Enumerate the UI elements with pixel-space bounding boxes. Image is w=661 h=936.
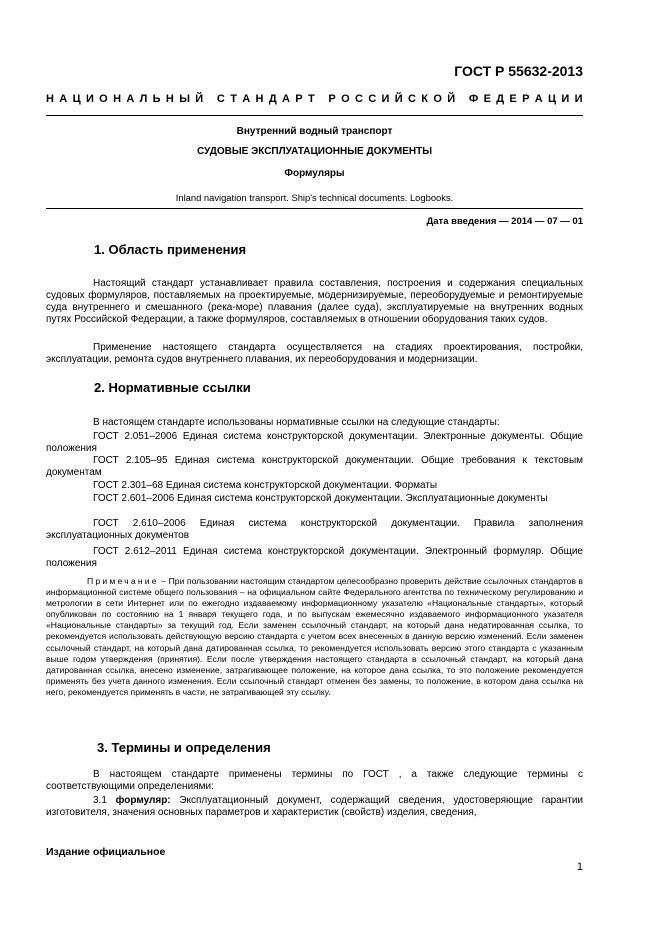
banner-letter: К xyxy=(421,93,428,105)
banner-letter: С xyxy=(354,93,363,105)
banner-letter: Ы xyxy=(179,93,190,105)
term-name: формуляр: xyxy=(115,795,171,806)
section-1-paragraph-2: Применение настоящего стандарта осуществляется на стадиях проектирования, постройки, эксплуатации, ремонта судов внутреннего плавания, их переоборудования и модернизации. xyxy=(46,342,583,365)
banner-letter: И xyxy=(85,93,94,105)
banner-letter: Н xyxy=(255,93,264,105)
section-3-heading: 3. Термины и определения xyxy=(97,740,271,755)
banner-letter: А xyxy=(534,93,543,105)
national-standard-banner xyxy=(46,93,583,105)
references-note xyxy=(46,576,583,698)
banner-letter: С xyxy=(408,93,416,105)
section-1-paragraph-1: Настоящий стандарт устанавливает правила составления, построения и содержания специальных судовых формуляров, поставляемых на проектируемые, модернизируемые, переоборудуемые и ремонтируемые суда внутреннего и смешанного (река-море) плавания (далее суда), эксплуатируемые на внутренних водных путях Российской Федерации, а также формуляров, составляемых в отношении оборудования таких судов. xyxy=(46,278,583,325)
banner-space xyxy=(460,93,463,105)
reference-item: ГОСТ 2.612–2011 Единая система конструкторской документации. Электронный формуляр. Общие положения xyxy=(46,546,583,569)
banner-letter: Т xyxy=(230,93,237,105)
term-definition xyxy=(46,795,583,819)
banner-letter: И xyxy=(561,93,570,105)
banner-letter: Ц xyxy=(72,93,81,105)
banner-letter: Н xyxy=(46,93,54,105)
title-english: Inland navigation transport. Ship's technical documents. Logbooks. xyxy=(175,192,454,203)
banner-letter: А xyxy=(282,93,290,105)
date-introduced: Дата введения — 2014 — 07 — 01 xyxy=(426,216,583,227)
banner-letter: О xyxy=(433,93,442,105)
section-2-intro: В настоящем стандарте использованы нормативные ссылки на следующие стандарты: xyxy=(93,417,500,428)
banner-letter: Ц xyxy=(548,93,557,105)
banner-letter: А xyxy=(59,93,68,105)
banner-letter: Н xyxy=(165,93,174,105)
banner-letter: О xyxy=(341,93,350,105)
note-text: – При пользовании настоящим стандартом целесообразно проверить действие ссылочных стандартов в информационной системе общего пользования – на официальном сайте Федерального агентства по техническому регулированию и метрологии в сети Интернет или по ежегодно издаваемому информационному указателю «Национальные стандарты», который опубликован по состоянию на 1 января текущего года, и по выпускам ежемесячно издаваемого информационного указателя «Национальные стандарты» за текущий год. Если заменен ссылочный стандарт, на который дана недатированная ссылка, то рекомендуется использовать действующую версию стандарта с учетом всех внесенных в данную версию изменений. Если заменен ссылочный стандарт, на который дана датированная ссылка, то рекомендуется использовать версию этого стандарта с указанным выше годом утверждения (принятия). Если после утверждения настоящего стандарта в ссылочный стандарт, на который дана датированная ссылка, внесено изменение, затрагивающее положение, на которое дана ссылка, то это положение рекомендуется применять без учета данного изменения. Если ссылочный стандарт отменен без замены, то положение, в котором дана ссылка на него, рекомендуется применять в части, не затрагивающей эту ссылку. xyxy=(46,576,583,697)
note-label: Примечание xyxy=(87,576,159,586)
header-rule xyxy=(46,115,583,116)
banner-letter: Р xyxy=(522,93,530,105)
banner-letter: И xyxy=(574,93,583,105)
reference-item: ГОСТ 2.601–2006 Единая система конструкторской документации. Эксплуатационные документы xyxy=(93,493,548,504)
term-number: 3.1 xyxy=(93,795,116,806)
banner-letter: Д xyxy=(496,93,505,105)
title-rule xyxy=(46,208,583,209)
banner-letter: Н xyxy=(113,93,122,105)
banner-letter: Й xyxy=(447,93,456,105)
document-code: ГОСТ Р 55632-2013 xyxy=(454,63,583,79)
banner-letter: Ф xyxy=(468,93,479,105)
reference-item: ГОСТ 2.105–95 Единая система конструкторской документации. Общие требования к текстовым документам xyxy=(46,455,583,478)
banner-letter: Р xyxy=(328,93,336,105)
reference-item: ГОСТ 2.610–2006 Единая система конструкторской документации. Правила заполнения эксплуатационных документов xyxy=(46,518,583,541)
banner-letter: О xyxy=(99,93,108,105)
banner-letter: Р xyxy=(295,93,303,105)
banner-letter: А xyxy=(126,93,135,105)
banner-letter: Т xyxy=(307,93,315,105)
reference-item: ГОСТ 2.051–2006 Единая система конструкторской документации. Электронные документы. Общие положения xyxy=(46,431,583,454)
banner-letter: С xyxy=(368,93,377,105)
page-number: 1 xyxy=(576,861,583,873)
title-sub: Формуляры xyxy=(284,168,345,179)
banner-space xyxy=(320,93,323,105)
banner-letter: Й xyxy=(394,93,403,105)
title-main: СУДОВЫЕ ЭКСПЛУАТАЦИОННЫЕ ДОКУМЕНТЫ xyxy=(196,146,433,157)
banner-letter: Е xyxy=(509,93,517,105)
term-definition-text: Эксплуатационный документ, содержащий сведения, удостоверяющие гарантии изготовителя, значения основных параметров и характеристик (свойств) изделия, сведения, xyxy=(46,795,583,818)
reference-item: ГОСТ 2.301–68 Единая система конструкторской документации. Форматы xyxy=(93,480,438,491)
banner-letter: А xyxy=(242,93,251,105)
banner-letter: Л xyxy=(139,93,148,105)
banner-letter: Й xyxy=(195,93,204,105)
banner-space xyxy=(209,93,212,105)
section-1-heading: 1. Область применения xyxy=(94,242,247,257)
official-edition: Издание официальное xyxy=(46,846,166,858)
title-group: Внутренний водный транспорт xyxy=(236,126,393,137)
section-2-heading: 2. Нормативные ссылки xyxy=(94,380,251,395)
section-3-intro: В настоящем стандарте применены термины по ГОСТ , а также следующие термины с соответствующими определениями: xyxy=(46,769,583,792)
banner-letter: Е xyxy=(483,93,491,105)
banner-letter: И xyxy=(381,93,390,105)
banner-letter: Д xyxy=(268,93,277,105)
banner-letter: С xyxy=(216,93,225,105)
banner-letter: Ь xyxy=(152,93,161,105)
